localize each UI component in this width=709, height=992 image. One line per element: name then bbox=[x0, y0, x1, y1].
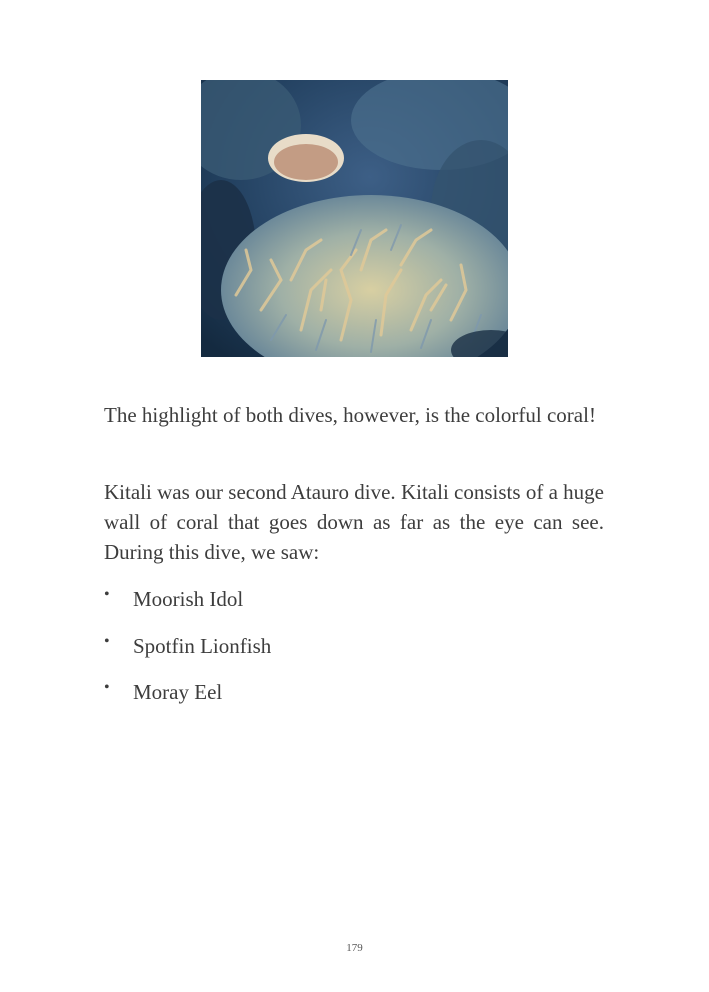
list-item-text: Spotfin Lionfish bbox=[133, 633, 272, 658]
list-item-text: Moray Eel bbox=[133, 680, 223, 704]
page-number: 179 bbox=[346, 942, 363, 954]
bullet-icon: • bbox=[104, 632, 110, 650]
coral-photo bbox=[201, 80, 508, 357]
list-item-text: Moorish Idol bbox=[133, 587, 244, 611]
bullet-icon: • bbox=[104, 679, 110, 696]
paragraph-kitali-dive: Kitali was our second Atauro dive. Kitali consists of a huge wall of coral that goes down as far as the eye can see. During this dive, we saw: bbox=[104, 480, 604, 564]
bullet-icon: • bbox=[104, 586, 110, 603]
paragraph-coral-highlight: The highlight of both dives, however, is the colorful coral! bbox=[104, 403, 596, 427]
